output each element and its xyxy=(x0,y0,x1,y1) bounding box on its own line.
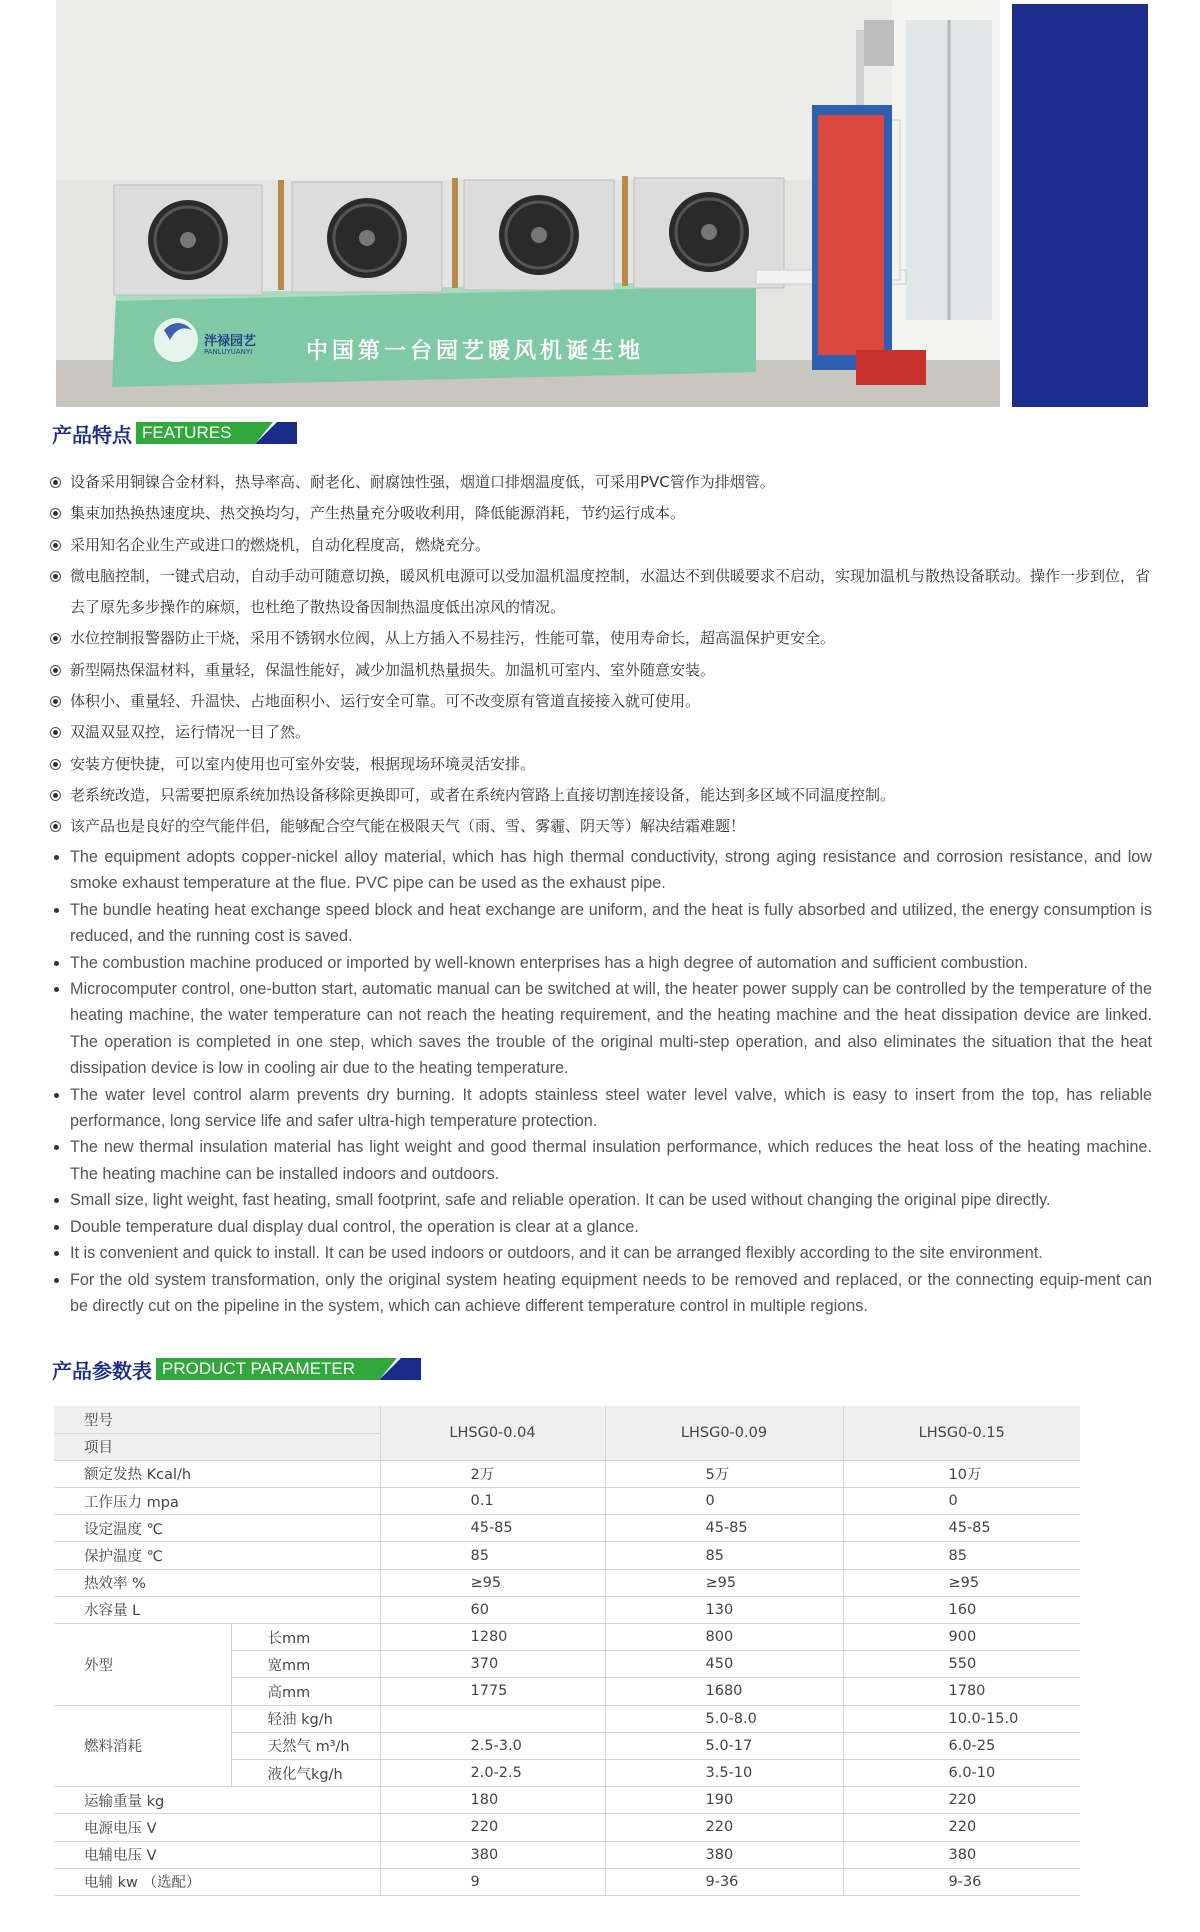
parameter-tag xyxy=(156,1358,421,1380)
table-cell xyxy=(380,1705,605,1732)
table-row xyxy=(54,1624,1080,1651)
table-cell: 900 xyxy=(843,1624,1080,1651)
table-cell: 长mm xyxy=(231,1624,380,1651)
table-cell: 轻油 kg/h xyxy=(231,1705,380,1732)
list-item-text: 采用知名企业生产或进口的燃烧机，自动化程度高，燃烧充分。 xyxy=(70,535,491,554)
model-1: LHSG0-0.04 xyxy=(380,1406,605,1460)
list-item-text: Small size, light weight, fast heating, small footprint, safe and reliable operation. It can be used without changing the original pipe directly. xyxy=(70,1191,1051,1210)
table-cell: ≥95 xyxy=(380,1569,605,1596)
list-item-text: 微电脑控制，一键式启动，自动手动可随意切换，暖风机电源可以受加温机温度控制，水温达不到供暖要求不启动，实现加温机与散热设备联动。操作一步到位，省去了原先多步操作的麻烦，也杜绝了散热设备因制热温度低出凉风的情况。 xyxy=(70,566,1151,617)
table-cell: 370 xyxy=(380,1651,605,1678)
table-cell: 9 xyxy=(380,1868,605,1895)
table-cell: 2万 xyxy=(380,1460,605,1487)
table-cell: 液化气kg/h xyxy=(231,1759,380,1786)
table-cell: 9-36 xyxy=(843,1868,1080,1895)
table-cell: 1780 xyxy=(843,1678,1080,1705)
table-cell: 10万 xyxy=(843,1460,1080,1487)
bullet-icon xyxy=(50,477,61,488)
table-row xyxy=(54,1460,1080,1487)
table-row xyxy=(54,1542,1080,1569)
table-row xyxy=(54,1515,1080,1542)
table-cell: 6.0-25 xyxy=(843,1732,1080,1759)
table-cell: 220 xyxy=(380,1814,605,1841)
list-item-text: 集束加热换热速度块、热交换均匀，产生热量充分吸收利用，降低能源消耗，节约运行成本。 xyxy=(70,504,686,523)
list-item-text: The bundle heating heat exchange speed block and heat exchange are uniform, and the heat is fully absorbed and utilized, the energy consumption is reduced, and the running cost is saved. xyxy=(70,900,1152,946)
bullet-icon xyxy=(50,821,61,832)
list-item xyxy=(52,1134,1152,1187)
list-item xyxy=(50,749,1160,780)
bullet-icon xyxy=(50,759,61,770)
table-cell: 宽mm xyxy=(231,1651,380,1678)
table-cell: 10.0-15.0 xyxy=(843,1705,1080,1732)
features-title-en: FEATURES xyxy=(136,422,237,444)
table-cell: 6.0-10 xyxy=(843,1759,1080,1786)
side-color-block xyxy=(1012,4,1148,407)
list-item-text: 体积小、重量轻、升温快、占地面积小、运行安全可靠。可不改变原有管道直接接入就可使用。 xyxy=(70,692,701,711)
features-heading xyxy=(52,420,297,446)
list-item xyxy=(50,498,1160,529)
table-cell: 1775 xyxy=(380,1678,605,1705)
parameter-title-en: PRODUCT PARAMETER xyxy=(156,1358,361,1380)
bullet-icon xyxy=(54,1278,59,1283)
bullet-icon xyxy=(54,1251,59,1256)
table-cell: 85 xyxy=(843,1542,1080,1569)
table-cell: ≥95 xyxy=(843,1569,1080,1596)
header-model-label: 型号 xyxy=(54,1406,380,1433)
table-row xyxy=(54,1705,1080,1732)
table-cell: 220 xyxy=(843,1787,1080,1814)
list-item xyxy=(50,561,1160,624)
list-item-text: 安装方便快捷，可以室内使用也可室外安装，根据现场环境灵活安排。 xyxy=(70,754,536,773)
table-cell: 2.5-3.0 xyxy=(380,1732,605,1759)
table-cell: 高mm xyxy=(231,1678,380,1705)
list-item xyxy=(52,1240,1152,1266)
table-cell: 2.0-2.5 xyxy=(380,1759,605,1786)
bullet-icon xyxy=(50,790,61,801)
table-cell: 1680 xyxy=(605,1678,843,1705)
table-row xyxy=(54,1569,1080,1596)
list-item-text: The water level control alarm prevents dry burning. It adopts stainless steel water level valve, which is easy to insert from the top, has reliable performance, long service life and safer ultra-high temperature protection. xyxy=(70,1085,1152,1131)
features-list-en xyxy=(52,844,1152,1319)
heading-arrow-decoration xyxy=(237,422,297,444)
table-cell: 45-85 xyxy=(380,1515,605,1542)
model-3: LHSG0-0.15 xyxy=(843,1406,1080,1460)
heading-arrow-decoration xyxy=(361,1358,421,1380)
bullet-icon xyxy=(50,540,61,551)
list-item-text: The equipment adopts copper-nickel alloy material, which has high thermal conductivity, strong aging resistance and corrosion resistance, and low smoke exhaust temperature at the flue. PVC pipe can be used as the exhaust pipe. xyxy=(70,848,1152,893)
table-cell: 电辅 kw （选配） xyxy=(54,1868,380,1895)
parameter-heading xyxy=(52,1356,421,1382)
bullet-icon xyxy=(50,508,61,519)
table-cell: 热效率 % xyxy=(54,1569,380,1596)
table-cell: 水容量 L xyxy=(54,1596,380,1623)
table-cell: 85 xyxy=(380,1542,605,1569)
list-item-text: 新型隔热保温材料，重量轻，保温性能好，减少加温机热量损失。加温机可室内、室外随意安装。 xyxy=(70,660,716,679)
table-cell: 运输重量 kg xyxy=(54,1787,380,1814)
list-item xyxy=(52,1214,1152,1240)
table-cell: 45-85 xyxy=(605,1515,843,1542)
table-row xyxy=(54,1488,1080,1515)
table-cell: 450 xyxy=(605,1651,843,1678)
table-cell: 设定温度 ℃ xyxy=(54,1515,380,1542)
table-row xyxy=(54,1787,1080,1814)
list-item xyxy=(50,623,1160,654)
list-item-text: The new thermal insulation material has light weight and good thermal insulation performance, which reduces the heat loss of the heating machine. The heating machine can be installed indoors and outdoors. xyxy=(70,1138,1152,1183)
table-cell: 电辅电压 V xyxy=(54,1841,380,1868)
list-item xyxy=(50,811,1160,842)
bullet-icon xyxy=(54,1198,59,1203)
list-item-text: 设备采用铜镍合金材料，热导率高、耐老化、耐腐蚀性强，烟道口排烟温度低，可采用PVC管作为排烟管。 xyxy=(70,473,775,491)
table-cell: 550 xyxy=(843,1651,1080,1678)
table-header-row xyxy=(54,1406,1080,1433)
bullet-icon xyxy=(54,855,59,860)
table-cell: 800 xyxy=(605,1624,843,1651)
list-item xyxy=(50,530,1160,561)
table-cell: 190 xyxy=(605,1787,843,1814)
bullet-icon xyxy=(50,633,61,644)
table-cell: 1280 xyxy=(380,1624,605,1651)
table-cell: 160 xyxy=(843,1596,1080,1623)
bullet-icon xyxy=(54,987,59,992)
list-item xyxy=(50,686,1160,717)
list-item-text: It is convenient and quick to install. It can be used indoors or outdoors, and it can be arranged flexibly according to the site environment. xyxy=(70,1244,1043,1263)
features-tag xyxy=(136,422,297,444)
list-item xyxy=(52,897,1152,950)
bullet-icon xyxy=(50,665,61,676)
list-item xyxy=(50,780,1160,811)
model-2: LHSG0-0.09 xyxy=(605,1406,843,1460)
table-cell: 9-36 xyxy=(605,1868,843,1895)
bullet-icon xyxy=(50,571,61,582)
table-cell: 工作压力 mpa xyxy=(54,1488,380,1515)
list-item-text: Microcomputer control, one-button start, automatic manual can be switched at will, the heater power supply can be controlled by the temperature of the heating machine, the water temperature can not reach the heating requirement, and the heating machine and the heat dissipation device are linked. The operation is completed in one step, which saves the trouble of the original multi-step operation, and also eliminates the situation that the heat dissipation device is low in cooling air due to the heating temperature. xyxy=(70,980,1152,1078)
list-item xyxy=(50,655,1160,686)
table-cell: 0.1 xyxy=(380,1488,605,1515)
list-item xyxy=(52,1082,1152,1135)
table-cell: 5万 xyxy=(605,1460,843,1487)
hero-sign-text: 中国第一台园艺暖风机诞生地 xyxy=(306,339,645,364)
table-cell: 0 xyxy=(843,1488,1080,1515)
table-cell: 130 xyxy=(605,1596,843,1623)
list-item-text: 双温双显双控，运行情况一目了然。 xyxy=(70,723,311,742)
list-item-text: Double temperature dual display dual control, the operation is clear at a glance. xyxy=(70,1217,639,1236)
table-cell: 45-85 xyxy=(843,1515,1080,1542)
bullet-icon xyxy=(54,1225,59,1230)
table-cell: 5.0-17 xyxy=(605,1732,843,1759)
list-item xyxy=(52,1267,1152,1320)
list-item-text: The combustion machine produced or imported by well-known enterprises has a high degree of automation and sufficient combustion. xyxy=(70,953,1029,972)
fuel-label: 燃料消耗 xyxy=(54,1705,231,1787)
features-title-cn: 产品特点 xyxy=(52,422,132,447)
table-cell: 5.0-8.0 xyxy=(605,1705,843,1732)
list-item-text: 该产品也是良好的空气能伴侣，能够配合空气能在极限天气（雨、雪、雾霾、阴天等）解决结霜难题！ xyxy=(70,817,746,836)
logo-text-cn: 泮禄园艺 xyxy=(204,334,257,349)
list-item xyxy=(52,1187,1152,1213)
table-cell: 保护温度 ℃ xyxy=(54,1542,380,1569)
list-item-text: For the old system transformation, only the original system heating equipment needs to be removed and replaced, or the connecting equip-ment can be directly cut on the pipeline in the system, which can achieve different temperature control in multiple regions. xyxy=(70,1270,1152,1315)
table-row xyxy=(54,1868,1080,1895)
bullet-icon xyxy=(54,961,59,966)
list-item xyxy=(50,467,1160,498)
features-list-cn xyxy=(50,467,1160,843)
parameter-title-cn: 产品参数表 xyxy=(52,1358,152,1383)
table-row xyxy=(54,1596,1080,1623)
product-photo xyxy=(56,0,1000,407)
table-cell: 3.5-10 xyxy=(605,1759,843,1786)
table-cell: 额定发热 Kcal/h xyxy=(54,1460,380,1487)
table-cell: 220 xyxy=(605,1814,843,1841)
header-item-label: 项目 xyxy=(54,1433,380,1460)
table-cell: 电源电压 V xyxy=(54,1814,380,1841)
table-cell: 380 xyxy=(605,1841,843,1868)
table-cell: 380 xyxy=(380,1841,605,1868)
list-item xyxy=(52,950,1152,976)
table-cell: 220 xyxy=(843,1814,1080,1841)
logo-text-en: PANLUYUANYI xyxy=(204,348,253,356)
bullet-icon xyxy=(54,1145,59,1150)
table-cell: 0 xyxy=(605,1488,843,1515)
bullet-icon xyxy=(50,727,61,738)
bullet-icon xyxy=(54,908,59,913)
table-cell: 85 xyxy=(605,1542,843,1569)
bullet-icon xyxy=(50,696,61,707)
list-item xyxy=(52,844,1152,897)
list-item xyxy=(50,717,1160,748)
table-cell: 天然气 m³/h xyxy=(231,1732,380,1759)
table-cell: 380 xyxy=(843,1841,1080,1868)
list-item xyxy=(52,976,1152,1082)
list-item-text: 老系统改造，只需要把原系统加热设备移除更换即可，或者在系统内管路上直接切割连接设备，能达到多区域不同温度控制。 xyxy=(70,785,896,804)
table-cell: 180 xyxy=(380,1787,605,1814)
table-row xyxy=(54,1814,1080,1841)
bullet-icon xyxy=(54,1093,59,1098)
table-row xyxy=(54,1841,1080,1868)
list-item-text: 水位控制报警器防止干烧，采用不锈钢水位阀，从上方插入不易挂污，性能可靠，使用寿命长，超高温保护更安全。 xyxy=(70,629,836,648)
table-cell: 60 xyxy=(380,1596,605,1623)
table-cell: ≥95 xyxy=(605,1569,843,1596)
shape-label: 外型 xyxy=(54,1624,231,1706)
parameter-table xyxy=(54,1406,1080,1896)
